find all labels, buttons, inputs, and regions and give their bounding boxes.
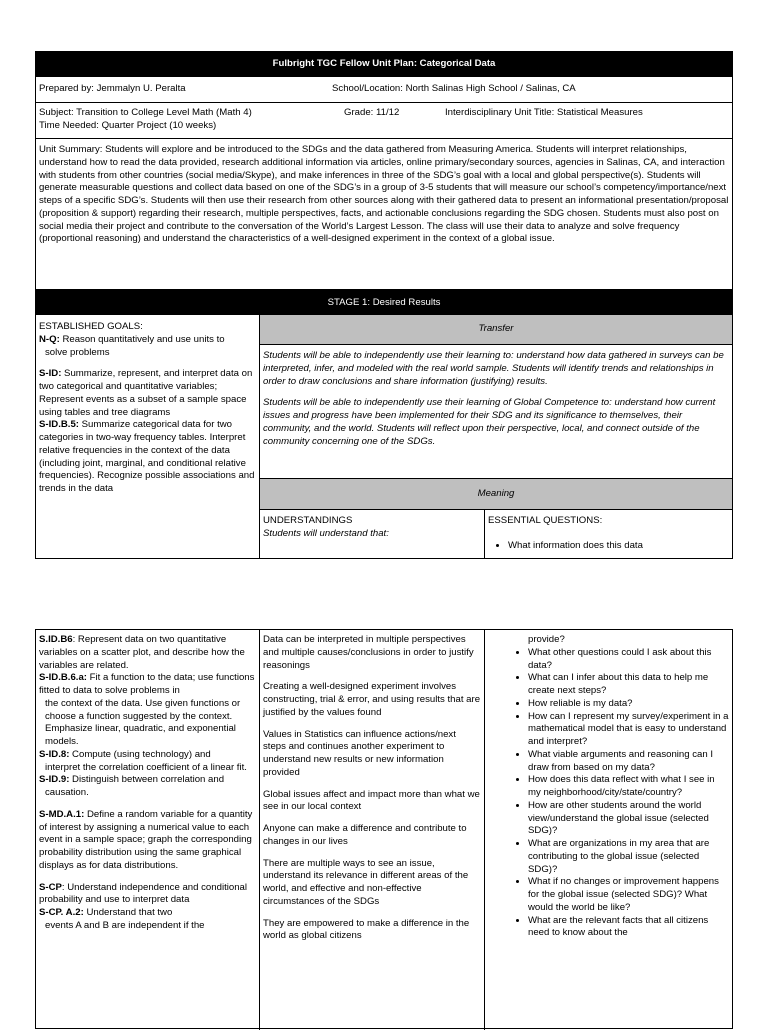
essential-question-continued: provide? [528,634,565,645]
understandings-subheading: Students will understand that: [263,527,389,539]
understanding-item: Values in Statistics can influence actions/next steps and continues another experiment to understand new results or new information provided [263,728,456,778]
transfer-heading: Transfer [259,314,732,344]
subject-row [36,102,732,138]
essential-question: • How does this data reflect with what I see in my neighborhood/city/state/country? [528,774,729,800]
grade: Grade: 11/12 [344,107,400,118]
goal-text: interpret the correlation coefficient of a linear fit. [45,761,247,773]
understanding-item: Anyone can make a difference and contribute to changes in our lives [263,823,467,847]
understanding-item: Data can be interpreted in multiple perspectives and multiple causes/conclusions in order to justify reasonings [263,634,474,671]
transfer-paragraph: Students will be able to independently use their learning to: understand how data gathered in surveys can be interpreted, infer, and modeled with the real world sample. Students will identify trends and relationships in order to draw conclusions and share information (justifying) results. [263,350,724,387]
goals-continued [36,630,259,1030]
goal-text: Reason quantitatively and use units to [59,333,225,345]
goal-code: S-CP [39,881,62,893]
unit-plan-title: Fulbright TGC Fellow Unit Plan: Categorical Data [36,52,732,76]
goal-text: Summarize categorical data for two categories in two-way frequency tables. Interpret relative frequencies in the context of the data (including joint, marginal, and conditional relative frequencies). Recognize possible associations and trends in the data [39,419,255,494]
goal-text: Understand that two [83,907,173,918]
prepared-by: Prepared by: Jemmalyn U. Peralta [39,83,186,94]
essential-questions-continued [484,630,732,1030]
established-goals [36,314,259,558]
transfer-body [259,344,732,478]
goals-heading: ESTABLISHED GOALS: [39,321,143,332]
goal-text: Summarize, represent, and interpret data on two categorical and quantitative variables; Represent events as a subset of a sample space using tables and tree diagrams [39,368,253,418]
understanding-item: Global issues affect and impact more than what we see in our local context [263,788,480,813]
stage1-header: STAGE 1: Desired Results [36,289,732,314]
essential-question: • What viable arguments and reasoning can I draw from based on my data? [528,749,729,775]
essential-questions-cell [484,509,732,558]
prepared-by-row [36,76,732,102]
time-needed: Time Needed: Quarter Project (10 weeks) [39,119,217,131]
essential-question: • What can I infer about this data to help me create next steps? [528,672,729,698]
school-location: School/Location: North Salinas High School / Salinas, CA [332,83,576,94]
unit-plan-table-continued [35,629,733,1029]
meaning-heading: Meaning [259,478,732,509]
goal-code: S-ID.B.6.a: [39,672,87,684]
essential-question: • What if no changes or improvement happens for the global issue (selected SDG)? What would the world be like? [528,876,729,914]
essential-question: • What are the relevant facts that all citizens need to know about the [528,915,729,941]
goal-text: events A and B are independent if the [45,919,205,931]
unit-summary: Unit Summary: Students will explore and be introduced to the SDGs and the data gathered from Measuring America. Students will interpret relationships, understand how to read the data provided, research additional information via articles, online primary/secondary sources, agencies in Salinas, CA, and interaction with students from other countries (social media/Skype), and make inferences in three of the SDG’s goal with a local and global perspective(s). Students will generate measurable questions and collect data based on one of the SDG’s in a group of 3-5 students that will measure our school’s competency/importance/next steps of a specific SDG’s. Students will then use their research from other sources along with their gathered data to present an informational presentation/proposal (proposition & support) regarding their research, multiple perspectives, facts, and actionable conclusions regarding the SDG chosen. Students must also post on social media their project and contribute to the conversation of the World’s Largest Lesson. The class will use their data to analyze and solve frequency (proportional reasoning) and understand the characteristics of a well-designed experiment in the context of a global issue. [36,138,732,289]
goal-code: S-CP. A.2: [39,907,84,918]
goal-text: Distinguish between correlation and [69,774,225,786]
goal-text: : Understand independence and conditional probability and use to interpret data [39,881,248,906]
essential-question: • What are organizations in my area that are contributing to the global issue (selected SDG)? [528,838,729,876]
essential-question: • How are other students around the world view/understand the global issue (selected SDG)? [528,800,729,838]
goal-text: Define a random variable for a quantity of interest by assigning a numerical value to each event in a sample space; graph the corresponding probability distribution using the same graphical displays as for data distributions. [39,808,253,871]
essential-question: • How reliable is my data? [528,698,729,711]
understandings-heading: UNDERSTANDINGS [263,515,353,526]
essential-question: • What information does this data [508,540,729,553]
goal-text: causation. [45,787,89,798]
understanding-item: There are multiple ways to see an issue, understand its relevance in different areas of the world, and effective and non-effective circumstances of the SDGs [263,857,469,907]
understandings-continued [259,630,484,1030]
goal-text: the context of the data. Use given functions or choose a function suggested by the context. Emphasize linear, quadratic, and exponential models. [45,697,241,747]
goal-text: Compute (using technology) and [69,748,211,760]
goal-code: S-ID.9: [39,774,70,786]
goal-text: Fit a function to the data; use functions fitted to data to solve problems in [39,672,255,696]
goal-code: S-ID.8: [39,748,70,760]
essential-question: • How can I represent my survey/experiment in a mathematical model that is easy to understand and interpret? [528,711,729,749]
subject: Subject: Transition to College Level Math (Math 4) [39,107,252,118]
goal-code: N-Q: [39,333,60,345]
goal-text: solve problems [45,346,110,358]
goal-code: S-ID.B.5: [39,419,79,431]
goal-code: S.ID.B6 [39,634,73,645]
unit-plan-table [35,51,733,559]
goal-code: S-MD.A.1: [39,808,85,820]
transfer-paragraph: Students will be able to independently use their learning of Global Competence to: understand how current issues and progress have been implemented for their SDG and its significance to themselves, their community, and the world. Students will reflect upon their perspective, local, and connect outside of the community concerning one of the SDGs. [263,397,716,447]
interdisciplinary-title: Interdisciplinary Unit Title: Statistical Measures [445,107,643,118]
understanding-item: Creating a well-designed experiment involves constructing, trial & error, and using results that are justified by the values found [263,681,481,718]
essential-question: • What other questions could I ask about this data? [528,647,729,673]
understandings-cell [259,509,484,558]
goal-code: S-ID: [39,368,62,380]
essential-questions-heading: ESSENTIAL QUESTIONS: [488,515,603,526]
goal-text: : Represent data on two quantitative variables on a scatter plot, and describe how the variables are related. [39,634,245,671]
understanding-item: They are empowered to make a difference in the world as global citizens [263,917,470,942]
